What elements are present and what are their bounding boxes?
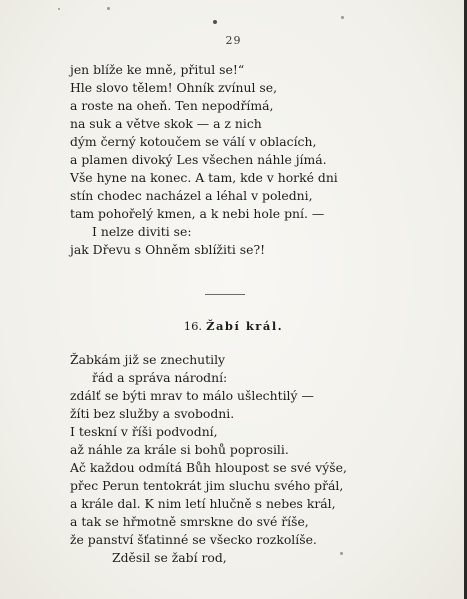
- verse-line: jen blíže ke mně, přitul se!“: [70, 62, 245, 77]
- verse-line: jak Dřevu s Ohněm sblížiti se?!: [70, 242, 266, 257]
- verse-line: I nelze diviti se:: [92, 224, 192, 239]
- page-number: 29: [225, 34, 242, 47]
- verse-line: řád a správa národní:: [92, 370, 228, 385]
- speck: [213, 20, 217, 24]
- section-number: 16.: [183, 319, 203, 333]
- speck: [58, 8, 60, 10]
- verse-line: Hle slovo tělem! Ohník zvínul se,: [70, 80, 278, 95]
- verse-line: a plamen divoký Les všechen náhle jímá.: [70, 152, 327, 167]
- verse-line: Žabkám již se znechutily: [70, 352, 226, 367]
- section-heading: Žabí král.: [206, 319, 284, 333]
- verse-line: zdálť se býti mrav to málo ušlechtilý —: [70, 388, 314, 403]
- verse-line: I teskní v říši podvodní,: [70, 424, 218, 439]
- verse-line: na suk a větve skok — a z nich: [70, 116, 262, 131]
- verse-line: že panství šťatinné se všecko rozkolíše.: [70, 532, 317, 547]
- verse-line: přec Perun tentokrát jim sluchu svého přál,: [70, 478, 344, 493]
- verse-line: a roste na oheň. Ten nepodřímá,: [70, 98, 274, 113]
- verse-line: tam pohořelý kmen, a k nebi hole pní. —: [70, 206, 325, 221]
- verse-line: dým černý kotoučem se válí v oblacích,: [70, 134, 317, 149]
- section-title: [0, 319, 467, 333]
- verse-line: Zděsil se žabí rod,: [112, 550, 227, 565]
- verse-line: Ač každou odmítá Bůh hloupost se své výše,: [70, 460, 347, 475]
- speck: [341, 16, 344, 19]
- verse-line: až náhle za krále si bohů poprosili.: [70, 442, 289, 457]
- verse-line: Vše hyne na konec. A tam, kde v horké dni: [70, 170, 338, 185]
- speck: [107, 7, 110, 10]
- verse-line: žíti bez služby a svobodni.: [70, 406, 235, 421]
- verse-line: stín chodec nacházel a léhal v poledni,: [70, 188, 313, 203]
- section-divider: [205, 294, 245, 295]
- verse-line: a krále dal. K nim letí hlučně s nebes král,: [70, 496, 336, 511]
- verse-line: a tak se hřmotně smrskne do své říše,: [70, 514, 309, 529]
- speck: [340, 552, 343, 555]
